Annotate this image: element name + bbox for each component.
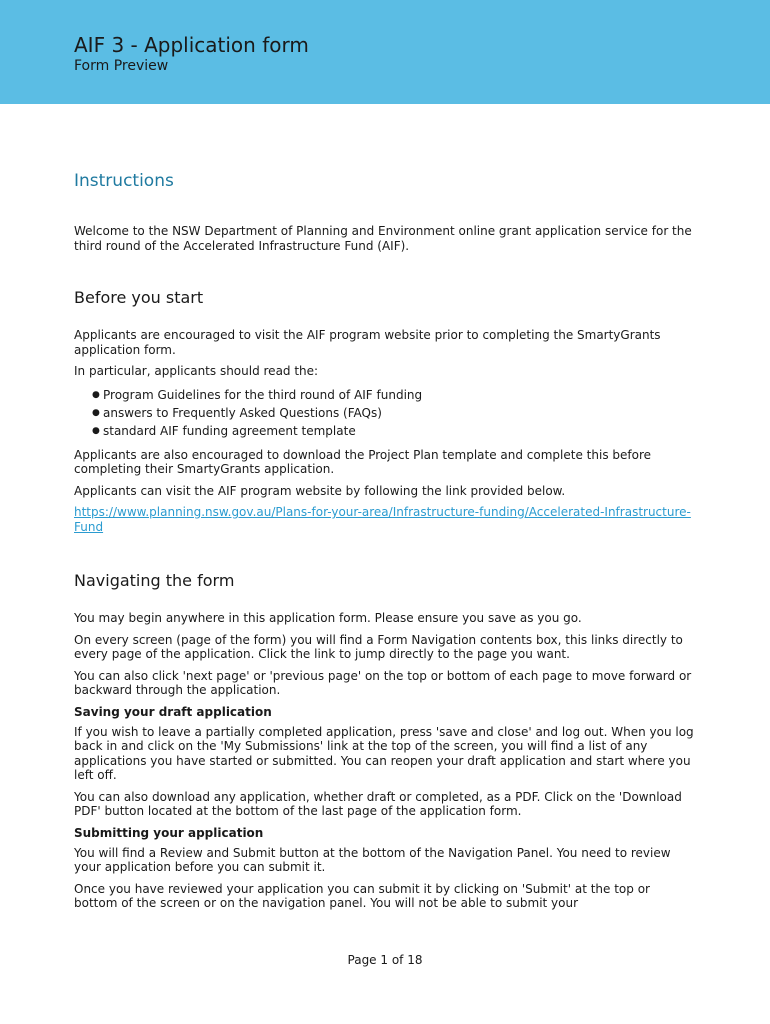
bullet-icon: ●: [92, 407, 100, 418]
list-item-text: Program Guidelines for the third round of AIF funding: [103, 387, 423, 402]
navigating-paragraph-2: On every screen (page of the form) you will find a Form Navigation contents box, this links directly to every page of the application. Click the link to jump directly to the page you want.: [74, 632, 683, 661]
instructions-heading: Instructions: [74, 171, 174, 191]
aif-website-link[interactable]: https://www.planning.nsw.gov.au/Plans-for-your-area/Infrastructure-funding/Accelerated-Infrastructure-Fund: [74, 505, 691, 534]
reading-list: [74, 386, 694, 440]
list-item-text: standard AIF funding agreement template: [103, 423, 356, 438]
saving-draft-label: Saving your draft application: [74, 704, 272, 719]
navigating-paragraph-4: If you wish to leave a partially completed application, press 'save and close' and log out. When you log back in and click on the 'My Submissions' link at the top of the screen, you will find a list of any applications you have started or submitted. You can reopen your draft application and start where you left off.: [74, 724, 694, 782]
bullet-icon: ●: [92, 425, 100, 436]
list-item: [74, 386, 694, 404]
before-paragraph-2: In particular, applicants should read the:: [74, 364, 319, 378]
navigating-paragraph-3: You can also click 'next page' or 'previous page' on the top or bottom of each page to move forward or backward through the application.: [74, 668, 692, 697]
navigating-paragraph-1: You may begin anywhere in this application form. Please ensure you save as you go.: [74, 611, 582, 625]
navigating-paragraph-5: You can also download any application, whether draft or completed, as a PDF. Click on the 'Download PDF' button located at the bottom of the last page of the application form.: [74, 789, 682, 818]
page-number: Page 1 of 18: [347, 953, 423, 967]
page-header: [0, 0, 770, 104]
main-content: [74, 170, 694, 918]
list-item: [74, 404, 694, 422]
form-title: AIF 3 - Application form: [74, 33, 309, 57]
list-item: [74, 422, 694, 440]
navigating-heading: Navigating the form: [74, 571, 235, 590]
before-paragraph-1: Applicants are encouraged to visit the AIF program website prior to completing the SmartyGrants application form.: [74, 328, 661, 357]
intro-paragraph: Welcome to the NSW Department of Planning and Environment online grant application service for the third round of the Accelerated Infrastructure Fund (AIF).: [74, 224, 692, 253]
submitting-label: Submitting your application: [74, 825, 264, 840]
list-item-text: answers to Frequently Asked Questions (FAQs): [103, 405, 382, 420]
navigating-paragraph-6: You will find a Review and Submit button at the bottom of the Navigation Panel. You need to review your application before you can submit it.: [74, 845, 671, 874]
before-paragraph-3: Applicants are also encouraged to download the Project Plan template and complete this before completing their SmartyGrants application.: [74, 447, 652, 476]
navigating-paragraph-7: Once you have reviewed your application you can submit it by clicking on 'Submit' at the top or bottom of the screen or on the navigation panel. You will not be able to submit your: [74, 881, 650, 910]
bullet-icon: ●: [92, 389, 100, 400]
before-paragraph-4: Applicants can visit the AIF program website by following the link provided below.: [74, 483, 566, 498]
before-you-start-heading: Before you start: [74, 288, 204, 307]
form-subtitle: Form Preview: [74, 58, 169, 74]
